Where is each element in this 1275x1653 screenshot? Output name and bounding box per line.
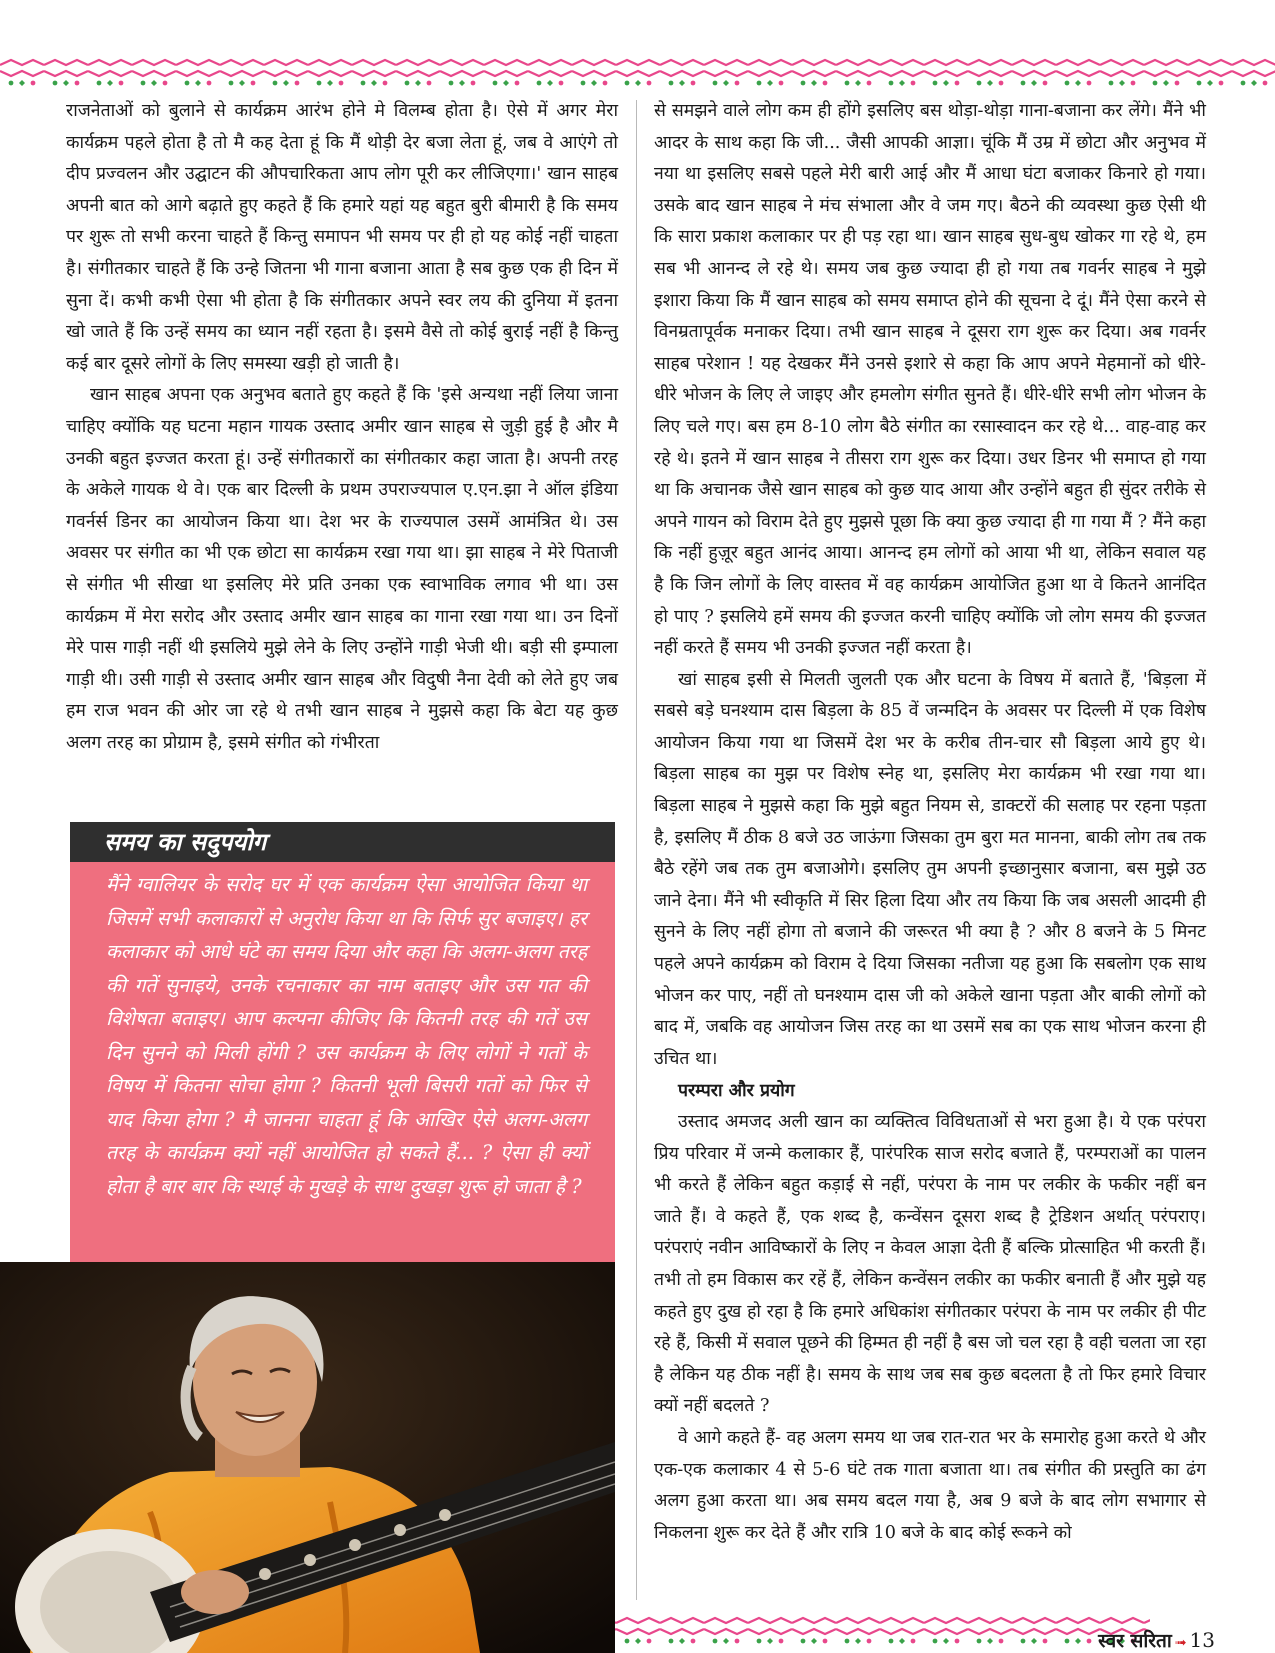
musician-photo (0, 1262, 615, 1653)
bottom-ornamental-border (0, 1614, 1150, 1648)
page-footer (1098, 1630, 1215, 1653)
musician-playing-sarod-icon (0, 1262, 615, 1653)
arrow-right-icon: ➟ (1174, 1635, 1187, 1651)
section-subheading: परम्परा और प्रयोग (678, 1080, 795, 1102)
magazine-name: स्वर सरिता (1098, 1630, 1172, 1652)
article-paragraph: उस्ताद अमजद अली खान का व्यक्तित्व विविधताओं से भरा हुआ है। ये एक परंपरा प्रिय परिवार में जन्मे कलाकार हैं, पारंपरिक साज सरोद बजाते हैं, परम्पराओं का पालन भी करते हैं लेकिन बहुत कड़ाई से नहीं, परंपरा के नाम पर लकीर के फकीर नहीं बन जाते हैं। वे कहते हैं, एक शब्द है, कन्वेंसन दूसरा शब्द है ट्रेडिशन अर्थात् परंपराए। परंपराएं नवीन आविष्कारों के लिए न केवल आज्ञा देती हैं बल्कि प्रोत्साहित भी करती हैं। तभी तो हम विकास कर रहें हैं, लेकिन कन्वेंसन लकीर का फकीर बनाती हैं और मुझे यह कहते हुए दुख हो रहा है कि हमारे अधिकांश संगीतकार परंपरा के नाम पर लकीर ही पीट रहे हैं, किसी में सवाल पूछने की हिम्मत ही नहीं है बस जो चल रहा है वही चलता जा रहा है लेकिन यह ठीक नहीं है। समय के साथ जब सब कुछ बदलता है तो फिर हमारे विचार क्यों नहीं बदलते ? (654, 1112, 1206, 1417)
article-paragraph: खां साहब इसी से मिलती जुलती एक और घटना के विषय में बताते हैं, 'बिड़ला में सबसे बड़े घनश्याम दास बिड़ला के 85 वें जन्मदिन के अवसर पर दिल्ली में एक विशेष आयोजन किया गया था जिसमें देश भर के करीब तीन-चार सौ बिड़ला आये हुए थे। बिड़ला साहब का मुझ पर विशेष स्नेह था, इसलिए मेरा कार्यक्रम भी रखा गया था। बिड़ला साहब ने मुझसे कहा कि मुझे बहुत नियम से, डाक्टरों की सलाह पर रहना पड़ता है, इसलिए मैं ठीक 8 बजे उठ जाऊंगा जिसका तुम बुरा मत मानना, बाकी लोग तब तक बैठे रहेंगे जब तक तुम बजाओगे। इसलिए तुम अपनी इच्छानुसार बजाना, बस मुझे उठ जाने देना। मैंने भी स्वीकृति में सिर हिला दिया और तय किया कि जब असली आदमी ही सुनने के लिए नहीं होगा तो बजाने की जरूरत भी क्या है ? और 8 बजने के 5 मिनट पहले अपने कार्यक्रम को विराम दे दिया जिसका नतीजा यह हुआ कि सबलोग एक साथ भोजन कर पाए, नहीं तो घनश्याम दास जी को अकेले खाना पड़ता और बाकी लोगों को बाद में, जबकि वह आयोजन जिस तरह का था उसमें सब का एक साथ भोजन करना ही उचित था। (654, 669, 1206, 1069)
sidebar-box (70, 822, 615, 1270)
article-paragraph: खान साहब अपना एक अनुभव बताते हुए कहते हैं कि 'इसे अन्यथा नहीं लिया जाना चाहिए क्योंकि यह घटना महान गायक उस्ताद अमीर खान साहब से जुड़ी हुई है और मै उनकी बहुत इज्जत करता हूं। उन्हें संगीतकारों का संगीतकार कहा जाता है। अपनी तरह के अकेले गायक थे वे। एक बार दिल्ली के प्रथम उपराज्यपाल ए.एन.झा ने ऑल इंडिया गवर्नर्स डिनर का आयोजन किया था। देश भर के राज्यपाल उसमें आमंत्रित थे। उस अवसर पर संगीत का भी एक छोटा सा कार्यक्रम रखा गया था। झा साहब ने मेरे पिताजी से संगीत भी सीखा था इसलिए मेरे प्रति उनका एक स्वाभाविक लगाव भी था। उस कार्यक्रम में मेरा सरोद और उस्ताद अमीर खान साहब का गाना रखा गया था। उन दिनों मेरे पास गाड़ी नहीं थी इसलिये मुझे लेने के लिए उन्होंने गाड़ी भेजी थी। बड़ी सी इम्पाला गाड़ी थी। उसी गाड़ी से उस्ताद अमीर खान साहब और विदुषी नैना देवी को लेते हुए जब हम राज भवन की ओर जा रहे थे तभी खान साहब ने मुझसे कहा कि बेटा यह कुछ अलग तरह का प्रोग्राम है, इसमे संगीत को गंभीरता (66, 385, 618, 753)
column-divider (636, 100, 637, 1600)
article-paragraph: वे आगे कहते हैं- वह अलग समय था जब रात-रात भर के समारोह हुआ करते थे और एक-एक कलाकार 4 से 5-6 घंटे तक गाता बजाता था। तब संगीत की प्रस्तुति का ढंग अलग हुआ करता था। अब समय बदल गया है, अब 9 बजे के बाद लोग सभागार से निकलना शुरू कर देते हैं और रात्रि 10 बजे के बाद कोई रूकने को (654, 1427, 1206, 1543)
article-column-right (654, 96, 1206, 1549)
article-column-left (66, 96, 618, 759)
article-paragraph: राजनेताओं को बुलाने से कार्यक्रम आरंभ होने मे विलम्ब होता है। ऐसे में अगर मेरा कार्यक्रम पहले होता है तो मै कह देता हूं कि मैं थोड़ी देर बजा लेता हूं, जब वे आएंगे तो दीप प्रज्वलन और उद्घाटन की औपचारिकता आप लोग पूरी कर लीजिएगा।' खान साहब अपनी बात को आगे बढ़ाते हुए कहते हैं कि हमारे यहां यह बहुत बुरी बीमारी है कि समय पर शुरू तो सभी करना चाहते हैं किन्तु समापन भी समय पर ही हो यह कोई नहीं चाहता है। संगीतकार चाहते हैं कि उन्हे जितना भी गाना बजाना आता है सब कुछ एक ही दिन में सुना दें। कभी कभी ऐसा भी होता है कि संगीतकार अपने स्वर लय की दुनिया में इतना खो जाते हैं कि उन्हें समय का ध्यान नहीं रहता है। इसमे वैसे तो कोई बुराई नहीं है किन्तु कई बार दूसरे लोगों के लिए समस्या खड़ी हो जाती है। (66, 101, 618, 374)
sidebar-body: मैंने ग्वालियर के सरोद घर में एक कार्यक्रम ऐसा आयोजित किया था जिसमें सभी कलाकारों से अनुरोध किया था कि सिर्फ सुर बजाइए। हर कलाकार को आधे घंटे का समय दिया और कहा कि अलग-अलग तरह की गतें सुनाइये, उनके रचनाकार का नाम बताइए और उस गत की विशेषता बताइए। आप कल्पना कीजिए कि कितनी तरह की गतें उस दिन सुनने को मिली होंगी ? उस कार्यक्रम के लिए लोगों ने गतों के विषय में कितना सोचा होगा ? कितनी भूली बिसरी गतों को फिर से याद किया होगा ? मै जानना चाहता हूं कि आखिर ऐसे अलग-अलग तरह के कार्यक्रम क्यों नहीं आयोजित हो सकते हैं... ? ऐसा ही क्यों होता है बार बार कि स्थाई के मुखड़े के साथ दुखड़ा शुरू हो जाता है ? (106, 873, 587, 1198)
top-ornamental-border (0, 56, 1275, 90)
page-number: 13 (1189, 1628, 1215, 1652)
article-paragraph: से समझने वाले लोग कम ही होंगे इसलिए बस थोड़ा-थोड़ा गाना-बजाना कर लेंगे। मैंने भी आदर के साथ कहा कि जी... जैसी आपकी आज्ञा। चूंकि मैं उम्र में छोटा और अनुभव में नया था इसलिए सबसे पहले मेरी बारी आई और मैं आधा घंटा बजाकर किनारे हो गया। उसके बाद खान साहब ने मंच संभाला और वे जम गए। बैठने की व्यवस्था कुछ ऐसी थी कि सारा प्रकाश कलाकार पर ही पड़ रहा था। खान साहब सुध-बुध खोकर गा रहे थे, हम सब भी आनन्द ले रहे थे। समय जब कुछ ज्यादा ही हो गया तब गवर्नर साहब ने मुझे इशारा किया कि मैं खान साहब को समय समाप्त होने की सूचना दे दूं। मैंने ऐसा करने से विनम्रतापूर्वक मनाकर दिया। तभी खान साहब ने दूसरा राग शुरू कर दिया। अब गवर्नर साहब परेशान ! यह देखकर मैंने उनसे इशारे से कहा कि आप अपने मेहमानों को धीरे-धीरे भोजन के लिए ले जाइए और हमलोग संगीत सुनते हैं। धीरे-धीरे सभी लोग भोजन के लिए चले गए। बस हम 8-10 लोग बैठे संगीत का रसास्वादन कर रहे थे... वाह-वाह कर रहे थे। इतने में खान साहब ने तीसरा राग शुरू कर दिया। उधर डिनर भी समाप्त हो गया था कि अचानक जैसे खान साहब को कुछ याद आया और उन्होंने बहुत ही सुंदर तरीके से अपने गायन को विराम देते हुए मुझसे पूछा कि क्या कुछ ज्यादा ही गा गया मैं ? मैंने कहा कि नहीं हुज़ूर बहुत आनंद आया। आनन्द हम लोगों को आया भी था, लेकिन सवाल यह है कि जिन लोगों के लिए वास्तव में वह कार्यक्रम आयोजित हुआ था वे कितने आनंदित हो पाए ? इसलिये हमें समय की इज्जत करनी चाहिए क्योंकि जो लोग समय की इज्जत नहीं करते हैं समय भी उनकी इज्जत नहीं करता है। (654, 101, 1206, 659)
sidebar-title: समय का सदुपयोग (70, 822, 615, 862)
